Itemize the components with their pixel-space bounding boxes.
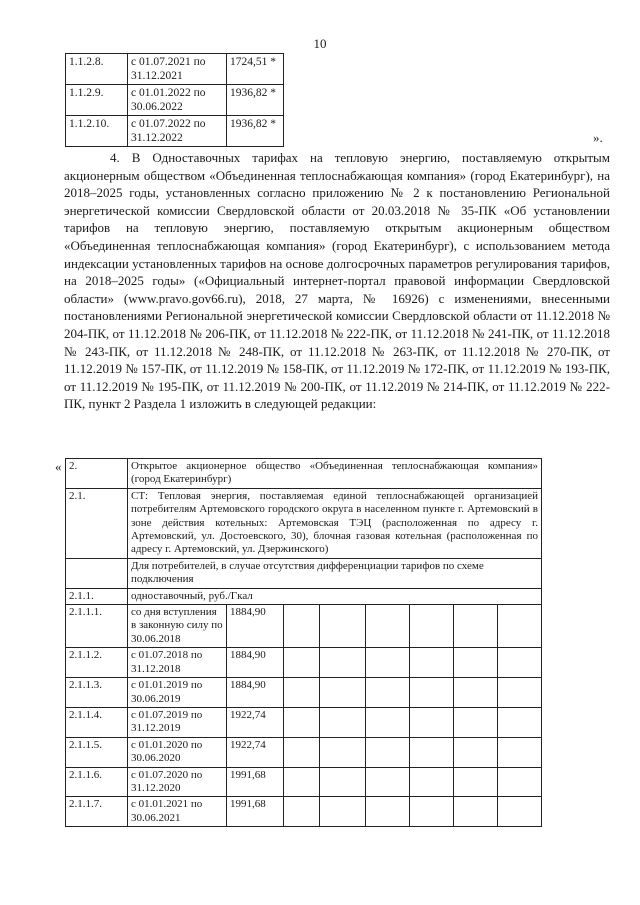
empty-cell bbox=[410, 678, 454, 708]
tariff-value: 1724,51 * bbox=[227, 54, 284, 85]
page-number: 10 bbox=[313, 36, 327, 51]
empty-cell bbox=[366, 707, 410, 737]
row-number: 1.1.2.10. bbox=[66, 116, 128, 147]
row-number: 2.1.1.7. bbox=[66, 797, 128, 827]
empty-cell bbox=[498, 648, 542, 678]
table-row bbox=[66, 648, 542, 678]
period-cell: с 01.01.2021 по 30.06.2021 bbox=[128, 797, 227, 827]
empty-cell bbox=[66, 558, 128, 588]
empty-cell bbox=[498, 707, 542, 737]
empty-cell bbox=[410, 797, 454, 827]
service-description: СТ: Тепловая энергия, поставляемая единой теплоснабжающей организацией потребителям Артемовского городского округа в населенном пункте г. Артемовский в зоне действия котельных: Артемовская ТЭЦ (расположенная по адресу г. Артемовский, ул. Достоевского, 30), блочная газовая котельная (расположенная по адресу г. Артемовский, ул. Дзержинского) bbox=[128, 488, 542, 558]
empty-cell bbox=[284, 767, 320, 797]
empty-cell bbox=[454, 737, 498, 767]
tariff-table-continuation bbox=[65, 53, 284, 147]
tariff-value: 1936,82 * bbox=[227, 85, 284, 116]
tariff-type: одноставочный, руб./Гкал bbox=[128, 588, 542, 604]
empty-cell bbox=[366, 797, 410, 827]
tariff-value: 1922,74 bbox=[227, 707, 284, 737]
empty-cell bbox=[366, 767, 410, 797]
empty-cell bbox=[366, 605, 410, 648]
row-number: 2.1.1.2. bbox=[66, 648, 128, 678]
period-cell: с 01.07.2021 по 31.12.2021 bbox=[128, 54, 227, 85]
row-number: 2.1.1.6. bbox=[66, 767, 128, 797]
tariff-value: 1884,90 bbox=[227, 648, 284, 678]
empty-cell bbox=[454, 797, 498, 827]
empty-cell bbox=[410, 648, 454, 678]
row-number: 1.1.2.9. bbox=[66, 85, 128, 116]
table-row bbox=[66, 707, 542, 737]
period-cell: с 01.07.2020 по 31.12.2020 bbox=[128, 767, 227, 797]
consumer-description: Для потребителей, в случае отсутствия дифференциации тарифов по схеме подключения bbox=[128, 558, 542, 588]
period-cell: со дня вступления в законную силу по 30.06.2018 bbox=[128, 605, 227, 648]
empty-cell bbox=[498, 797, 542, 827]
table-row bbox=[66, 116, 284, 147]
empty-cell bbox=[454, 678, 498, 708]
empty-cell bbox=[410, 737, 454, 767]
row-number: 1.1.2.8. bbox=[66, 54, 128, 85]
tariff-value: 1884,90 bbox=[227, 605, 284, 648]
table-row bbox=[66, 54, 284, 85]
empty-cell bbox=[284, 797, 320, 827]
table-row bbox=[66, 797, 542, 827]
row-number: 2.1.1. bbox=[66, 588, 128, 604]
empty-cell bbox=[320, 605, 366, 648]
empty-cell bbox=[498, 678, 542, 708]
row-number: 2.1. bbox=[66, 488, 128, 558]
row-number: 2.1.1.3. bbox=[66, 678, 128, 708]
empty-cell bbox=[320, 648, 366, 678]
opening-quote: « bbox=[55, 459, 62, 474]
closing-quote: ». bbox=[593, 130, 603, 145]
empty-cell bbox=[454, 707, 498, 737]
period-cell: с 01.07.2019 по 31.12.2019 bbox=[128, 707, 227, 737]
empty-cell bbox=[454, 648, 498, 678]
empty-cell bbox=[410, 707, 454, 737]
table-row bbox=[66, 588, 542, 604]
empty-cell bbox=[284, 648, 320, 678]
table-row bbox=[66, 767, 542, 797]
tariff-value: 1991,68 bbox=[227, 767, 284, 797]
empty-cell bbox=[366, 648, 410, 678]
empty-cell bbox=[320, 767, 366, 797]
empty-cell bbox=[284, 707, 320, 737]
tariff-value: 1936,82 * bbox=[227, 116, 284, 147]
empty-cell bbox=[284, 678, 320, 708]
row-number: 2.1.1.1. bbox=[66, 605, 128, 648]
tariff-value: 1991,68 bbox=[227, 797, 284, 827]
empty-cell bbox=[454, 605, 498, 648]
empty-cell bbox=[320, 737, 366, 767]
empty-cell bbox=[498, 737, 542, 767]
row-number: 2.1.1.5. bbox=[66, 737, 128, 767]
empty-cell bbox=[366, 737, 410, 767]
table-row bbox=[66, 85, 284, 116]
period-cell: с 01.01.2022 по 30.06.2022 bbox=[128, 85, 227, 116]
row-number: 2. bbox=[66, 459, 128, 489]
tariff-value: 1922,74 bbox=[227, 737, 284, 767]
tariff-table bbox=[65, 458, 542, 827]
empty-cell bbox=[320, 797, 366, 827]
amendment-paragraph: 4. В Одноставочных тарифах на тепловую энергию, поставляемую открытым акционерным обществом «Объединенная теплоснабжающая компания» (город Екатеринбург), на 2018–2025 годы, установленных согласно приложению № 2 к постановлению Региональной энергетической комиссии Свердловской области от 20.03.2018 № 35-ПК «Об установлении тарифов на тепловую энергию, поставляемую открытым акционерным обществом «Объединенная теплоснабжающая компания» (город Екатеринбург), с использованием метода индексации установленных тарифов на основе долгосрочных параметров регулирования тарифов, на 2018–2025 годы» («Официальный интернет-портал правовой информации Свердловской области» (www.pravo.gov66.ru), 2018, 27 марта, № 16926) с изменениями, внесенными постановлениями Региональной энергетической комиссии Свердловской области от 11.12.2018 № 204-ПК, от 11.12.2018 № 206-ПК, от 11.12.2018 № 222-ПК, от 11.12.2018 № 241-ПК, от 11.12.2018 № 243-ПК, от 11.12.2018 № 248-ПК, от 11.12.2018 № 263-ПК, от 11.12.2018 № 270-ПК, от 11.12.2019 № 157-ПК, от 11.12.2019 № 158-ПК, от 11.12.2019 № 172-ПК, от 11.12.2019 № 193-ПК, от 11.12.2019 № 195-ПК, от 11.12.2019 № 200-ПК, от 11.12.2019 № 214-ПК, от 11.12.2019 № 222-ПК, пункт 2 Раздела 1 изложить в следующей редакции: bbox=[64, 150, 610, 412]
empty-cell bbox=[366, 678, 410, 708]
empty-cell bbox=[284, 737, 320, 767]
table-row bbox=[66, 678, 542, 708]
table-row bbox=[66, 605, 542, 648]
table-row bbox=[66, 459, 542, 489]
empty-cell bbox=[498, 605, 542, 648]
row-number: 2.1.1.4. bbox=[66, 707, 128, 737]
empty-cell bbox=[320, 678, 366, 708]
empty-cell bbox=[284, 605, 320, 648]
organization-name: Открытое акционерное общество «Объединенная теплоснабжающая компания» (город Екатеринбург) bbox=[128, 459, 542, 489]
table-row bbox=[66, 558, 542, 588]
period-cell: с 01.07.2022 по 31.12.2022 bbox=[128, 116, 227, 147]
empty-cell bbox=[454, 767, 498, 797]
table-row bbox=[66, 488, 542, 558]
empty-cell bbox=[410, 605, 454, 648]
period-cell: с 01.01.2019 по 30.06.2019 bbox=[128, 678, 227, 708]
empty-cell bbox=[410, 767, 454, 797]
period-cell: с 01.07.2018 по 31.12.2018 bbox=[128, 648, 227, 678]
empty-cell bbox=[498, 767, 542, 797]
tariff-value: 1884,90 bbox=[227, 678, 284, 708]
empty-cell bbox=[320, 707, 366, 737]
period-cell: с 01.01.2020 по 30.06.2020 bbox=[128, 737, 227, 767]
table-row bbox=[66, 737, 542, 767]
